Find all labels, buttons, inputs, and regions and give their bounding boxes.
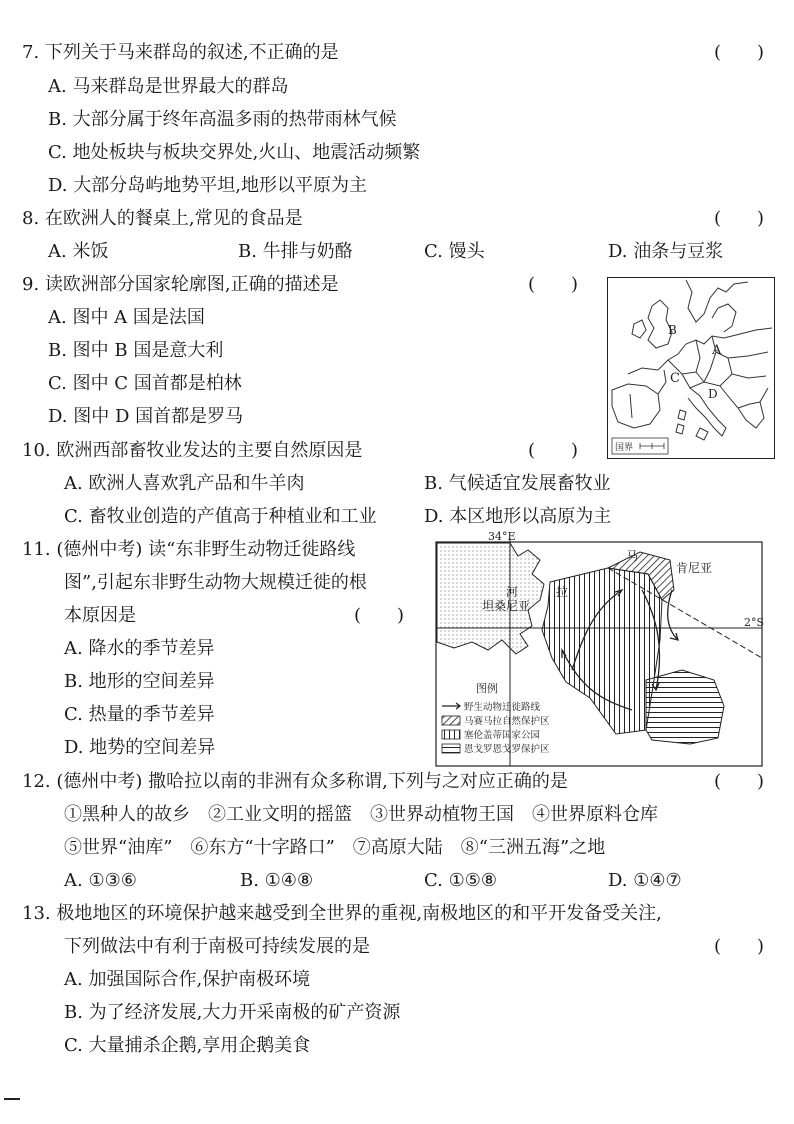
q9-option-a: A. 图中 A 国是法国	[48, 307, 205, 328]
q11-option-b: B. 地形的空间差异	[64, 671, 215, 692]
map-label-b: B	[668, 323, 677, 337]
q10-option-a: A. 欧洲人喜欢乳产品和牛羊肉	[64, 473, 305, 494]
q9-stem: 9. 读欧洲部分国家轮廓图,正确的描述是	[22, 274, 339, 295]
q13-answer-paren: ( )	[714, 936, 765, 957]
q13-option-a: A. 加强国际合作,保护南极环境	[64, 969, 311, 990]
q10-option-d: D. 本区地形以高原为主	[424, 506, 612, 527]
kenya-label: 肯尼亚	[676, 561, 713, 575]
lat-label: 2°S	[744, 616, 765, 629]
q11-answer-paren: ( )	[354, 605, 405, 626]
q8-stem: 8. 在欧洲人的餐桌上,常见的食品是	[22, 208, 303, 229]
q9-answer-paren: ( )	[528, 274, 579, 295]
q9-option-b: B. 图中 B 国是意大利	[48, 340, 224, 361]
europe-outline-map	[607, 277, 775, 459]
q8-option-a: A. 米饭	[48, 241, 109, 262]
map-label-d: D	[708, 387, 718, 401]
q12-option-d: D. ①④⑦	[608, 870, 682, 891]
q10-stem: 10. 欧洲西部畜牧业发达的主要自然原因是	[22, 440, 363, 461]
la-char: 拉	[556, 585, 569, 599]
q10-option-c: C. 畜牧业创造的产值高于种植业和工业	[64, 506, 377, 527]
tanzania-label: 坦桑尼亚	[482, 599, 531, 613]
q13-option-c: C. 大量捕杀企鹅,享用企鹅美食	[64, 1035, 311, 1056]
q11-option-a: A. 降水的季节差异	[64, 638, 215, 659]
q7-option-d: D. 大部分岛屿地势平坦,地形以平原为主	[48, 175, 367, 196]
east-africa-migration-map	[432, 530, 782, 770]
q12-answer-paren: ( )	[714, 771, 765, 792]
q8-answer-paren: ( )	[714, 208, 765, 229]
q7-stem: 7. 下列关于马来群岛的叙述,不正确的是	[22, 42, 339, 63]
legend-item-ngorongoro: 恩戈罗恩戈罗保护区	[464, 744, 550, 755]
q11-option-d: D. 地势的空间差异	[64, 737, 216, 758]
legend-title: 图例	[476, 682, 498, 695]
q13-stem-line-1: 13. 极地地区的环境保护越来越受到全世界的重视,南极地区的和平开发备受关注,	[22, 903, 662, 924]
legend-item-masai-mara: 马赛马拉自然保护区	[464, 716, 550, 727]
page-edge-mark	[4, 1098, 20, 1100]
q12-stem: 12. (德州中考) 撒哈拉以南的非洲有众多称谓,下列与之对应正确的是	[22, 771, 568, 792]
map-label-a: A	[712, 343, 722, 358]
q11-stem-line-2: 图”,引起东非野生动物大规模迁徙的根	[64, 572, 367, 593]
legend-item-migration: 野生动物迁徙路线	[464, 702, 541, 713]
q12-list-line-2: ⑤世界“油库” ⑥东方“十字路口” ⑦高原大陆 ⑧“三洲五海”之地	[64, 837, 606, 858]
q7-option-b: B. 大部分属于终年高温多雨的热带雨林气候	[48, 109, 397, 130]
q7-answer-paren: ( )	[714, 42, 765, 63]
q7-option-c: C. 地处板块与板块交界处,火山、地震活动频繁	[48, 142, 421, 163]
q11-option-c: C. 热量的季节差异	[64, 704, 215, 725]
q8-option-c: C. 馒头	[424, 241, 485, 262]
q8-option-d: D. 油条与豆浆	[608, 241, 724, 262]
q12-option-c: C. ①⑤⑧	[424, 870, 497, 891]
q10-option-b: B. 气候适宜发展畜牧业	[424, 473, 611, 494]
ma-char: 马	[626, 549, 639, 563]
map-scale-label: 国界	[615, 443, 634, 453]
q11-stem-line-1: 11. (德州中考) 读“东非野生动物迁徙路线	[22, 539, 356, 560]
q10-answer-paren: ( )	[528, 440, 579, 461]
q8-option-b: B. 牛排与奶酪	[238, 241, 353, 262]
q9-option-c: C. 图中 C 国首都是柏林	[48, 373, 242, 394]
q11-stem-line-3: 本原因是	[64, 605, 136, 626]
q13-option-b: B. 为了经济发展,大力开采南极的矿产资源	[64, 1002, 401, 1023]
he-char: 河	[506, 585, 519, 599]
q9-option-d: D. 图中 D 国首都是罗马	[48, 406, 244, 427]
q12-option-a: A. ①③⑥	[64, 870, 137, 891]
q13-stem-line-2: 下列做法中有利于南极可持续发展的是	[64, 936, 370, 957]
q7-option-a: A. 马来群岛是世界最大的群岛	[48, 76, 289, 97]
map-label-c: C	[670, 371, 680, 386]
q12-list-line-1: ①黑种人的故乡 ②工业文明的摇篮 ③世界动植物王国 ④世界原料仓库	[64, 804, 658, 825]
lon-label: 34°E	[488, 530, 516, 543]
q12-option-b: B. ①④⑧	[240, 870, 314, 891]
legend-item-serengeti: 塞伦盖蒂国家公园	[464, 730, 541, 741]
